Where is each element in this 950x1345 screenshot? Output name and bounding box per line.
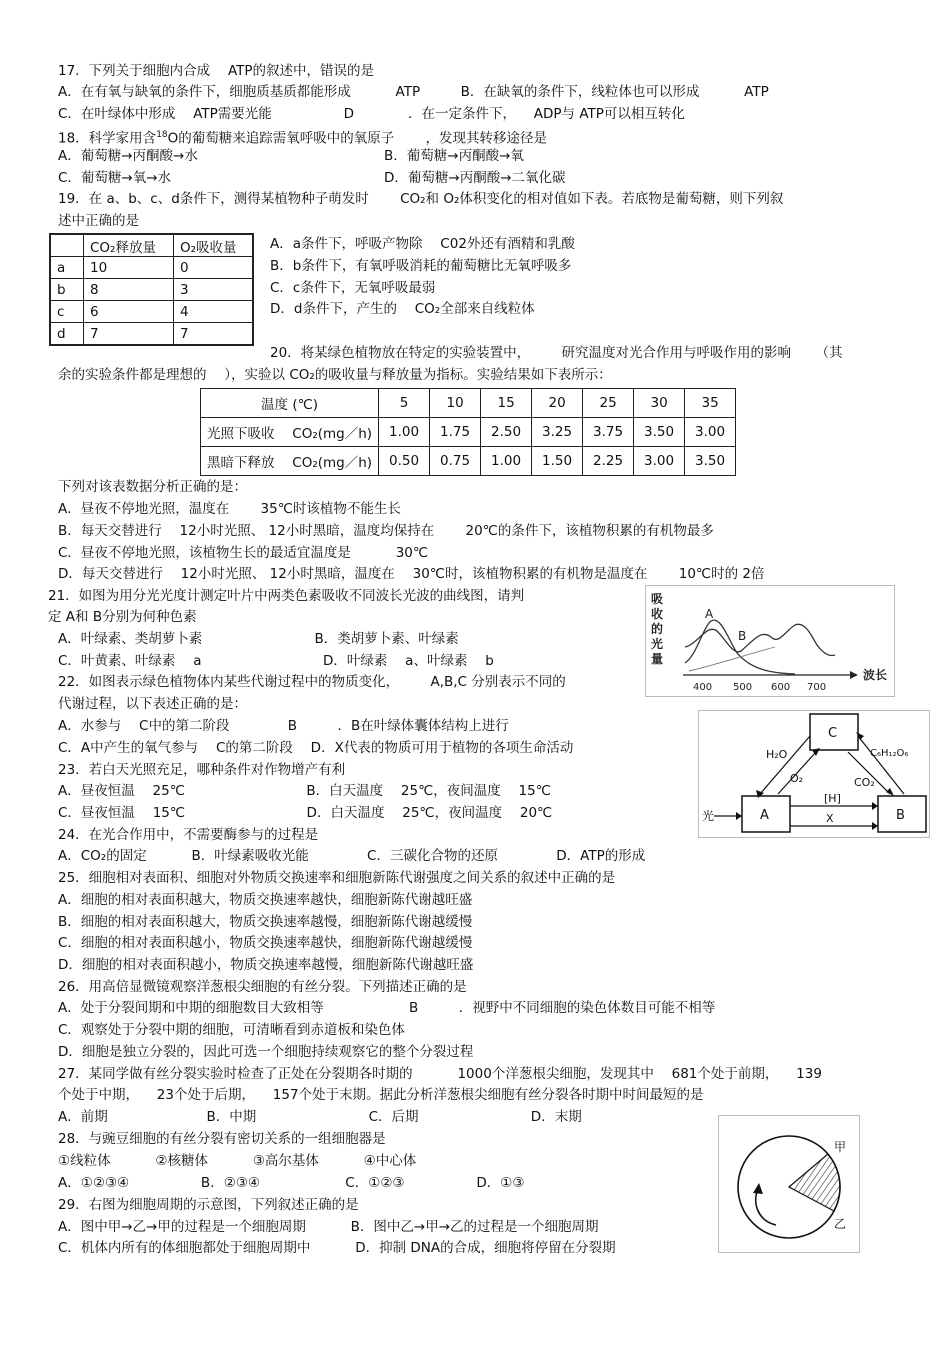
q19-option-a: A．a条件下，呼吸产物除 C02外还有酒精和乳酸 xyxy=(270,236,575,252)
x-tick-label: 700 xyxy=(807,682,827,693)
table-header-cell: 20 xyxy=(532,389,583,418)
x-tick-label: 600 xyxy=(771,682,791,693)
q25-option-d: D．细胞的相对表面积越小，物质交换速率越慢，细胞新陈代谢越旺盛 xyxy=(58,957,474,973)
table-cell: 0 xyxy=(174,257,254,279)
q29-stem: 29．右图为细胞周期的示意图，下列叙述正确的是 xyxy=(58,1197,359,1213)
q25-stem: 25．细胞相对表面积、细胞对外物质交换速率和细胞新陈代谢强度之间关系的叙述中正确的是 xyxy=(58,870,616,886)
table-cell: 7 xyxy=(84,323,174,346)
h2o-label: H₂O xyxy=(766,748,788,761)
x-label: X xyxy=(826,812,834,825)
q26-option-c: C．观察处于分裂中期的细胞，可清晰看到赤道板和染色体 xyxy=(58,1022,405,1038)
table-header-cell: 30 xyxy=(634,389,685,418)
q26-option-d: D．细胞是独立分裂的，因此可选一个细胞持续观察它的整个分裂过程 xyxy=(58,1044,474,1060)
q22-stem-line1: 22．如图表示绿色植物体内某些代谢过程中的物质变化， A,B,C 分别表示不同的 xyxy=(58,674,566,690)
table-cell: 0.50 xyxy=(379,447,430,476)
table-header-row xyxy=(201,389,736,418)
table-header-cell: 10 xyxy=(430,389,481,418)
q19-stem-line1: 19．在 a、b、c、d条件下，测得某植物种子萌发时 CO₂和 O₂体积变化的相对值如下表。若底物是葡萄糖，则下列叙 xyxy=(58,191,784,207)
q28-stem: 28．与豌豆细胞的有丝分裂有密切关系的一组细胞器是 xyxy=(58,1131,386,1147)
table-cell: 8 xyxy=(84,279,174,301)
table-cell: 1.50 xyxy=(532,447,583,476)
light-arrow-icon xyxy=(736,812,742,820)
q19-table xyxy=(49,233,254,346)
q18-option-c: C．葡萄糖→氧→水 xyxy=(58,170,172,186)
y-axis-label-char: 的 xyxy=(651,622,664,636)
q20-option-d: D．每天交替进行 12小时光照、 12小时黑暗，温度在 30℃时，该植物积累的有机物是温度在 10℃时的 2倍 xyxy=(58,566,765,582)
q19-option-d: D．d条件下，产生的 CO₂全部来自线粒体 xyxy=(270,301,535,317)
q20-lead: 下列对该表数据分析正确的是： xyxy=(58,479,247,495)
table-header-cell xyxy=(50,234,84,257)
q17-options-ab: A．在有氧与缺氧的条件下，细胞质基质都能形成 ATP B．在缺氧的条件下，线粒体也可以形成 ATP xyxy=(58,84,769,100)
q20-option-c: C．昼夜不停地光照，该植物生长的最适宜温度是 30℃ xyxy=(58,545,429,561)
y-axis-label-char: 光 xyxy=(651,637,664,651)
q20-stem-line2: 余的实验条件都是理想的 ），实验以 CO₂的吸收量与释放量为指标。实验结果如下表所示： xyxy=(58,367,612,383)
co2-arrow-icon xyxy=(886,788,894,796)
h-label: [H] xyxy=(824,792,841,805)
light-label: 光 xyxy=(702,809,715,823)
glucose-label: C₆H₁₂O₆ xyxy=(870,748,909,759)
table-cell: 0.75 xyxy=(430,447,481,476)
q21-stem-line1: 21．如图为用分光光度计测定叶片中两类色素吸收不同波长光波的曲线图，请判 xyxy=(48,588,525,604)
table-cell: 3.25 xyxy=(532,418,583,447)
table-cell: 3.50 xyxy=(685,447,736,476)
q25-option-c: C．细胞的相对表面积越小，物质交换速率越快，细胞新陈代谢越缓慢 xyxy=(58,935,473,951)
q23-stem: 23．若白天光照充足，哪种条件对作物增产有利 xyxy=(58,762,346,778)
q17-stem: 17．下列关于细胞内合成 ATP的叙述中，错误的是 xyxy=(58,63,375,79)
curve-faint xyxy=(689,647,775,671)
table-row xyxy=(50,323,253,346)
q18-option-a: A．葡萄糖→丙酮酸→水 xyxy=(58,148,198,164)
figure-frame xyxy=(646,586,895,697)
q20-option-b: B．每天交替进行 12小时光照、 12小时黑暗，温度均保持在 20℃的条件下，该植物积累的有机物最多 xyxy=(58,523,714,539)
table-cell: a xyxy=(50,257,84,279)
q20-table xyxy=(200,388,736,476)
x-arrow-icon xyxy=(872,822,878,830)
table-cell: 1.75 xyxy=(430,418,481,447)
q28-options: A．①②③④ B．②③④ C．①②③ D．①③ xyxy=(58,1175,525,1191)
x-axis-label: 波长 xyxy=(863,668,888,682)
table-header-cell: CO₂释放量 xyxy=(84,234,174,257)
q22-options-cd: C．A中产生的氧气参与 C的第二阶段 D．X代表的物质可用于植物的各项生命活动 xyxy=(58,740,574,756)
q18-stem-a: 18．科学家用含 xyxy=(58,130,157,147)
table-cell: b xyxy=(50,279,84,301)
q29-cell-cycle-diagram xyxy=(718,1115,860,1253)
q29-options-cd: C．机体内所有的体细胞都处于细胞周期中 D．抑制 DNA的合成，细胞将停留在分裂期 xyxy=(58,1240,616,1256)
table-cell: 2.50 xyxy=(481,418,532,447)
q23-options-cd: C．昼夜恒温 15℃ D．白天温度 25℃，夜间温度 20℃ xyxy=(58,805,553,821)
q22-options-ab: A．水参与 C中的第二阶段 B ．B在叶绿体囊体结构上进行 xyxy=(58,718,509,734)
table-row xyxy=(50,279,253,301)
o2-label: O₂ xyxy=(790,772,804,785)
table-cell: d xyxy=(50,323,84,346)
q18-stem xyxy=(58,126,547,148)
box-b-label: B xyxy=(896,808,905,823)
q19-stem-line2: 述中正确的是 xyxy=(58,213,139,229)
table-cell: 光照下吸收 CO₂(mg／h) xyxy=(201,418,379,447)
table-row xyxy=(50,301,253,323)
table-cell: 7 xyxy=(174,323,254,346)
q21-options-cd: C．叶黄素、叶绿素 a D．叶绿素 a、叶绿素 b xyxy=(58,653,494,669)
q28-items: ①线粒体 ②核糖体 ③高尔基体 ④中心体 xyxy=(58,1153,417,1169)
table-cell: 3.00 xyxy=(685,418,736,447)
table-cell: 3 xyxy=(174,279,254,301)
table-header-cell: 15 xyxy=(481,389,532,418)
q25-option-b: B．细胞的相对表面积越大，物质交换速率越慢，细胞新陈代谢越缓慢 xyxy=(58,914,473,930)
table-header-cell: 25 xyxy=(583,389,634,418)
q27-stem-line2: 个处于中期， 23个处于后期， 157个处于末期。据此分析洋葱根尖细胞有丝分裂各时期中时间最短的是 xyxy=(58,1087,704,1103)
table-cell: 4 xyxy=(174,301,254,323)
table-cell: 1.00 xyxy=(481,447,532,476)
table-cell: 1.00 xyxy=(379,418,430,447)
q26-stem: 26．用高倍显微镜观察洋葱根尖细胞的有丝分裂。下列描述正确的是 xyxy=(58,979,467,995)
q27-options: A．前期 B．中期 C．后期 D．末期 xyxy=(58,1109,582,1125)
x-tick-label: 500 xyxy=(733,682,753,693)
y-axis-label-char: 收 xyxy=(651,607,664,621)
q21-absorption-graph xyxy=(645,585,895,697)
table-cell: 3.00 xyxy=(634,447,685,476)
q21-options-ab: A．叶绿素、类胡萝卜素 B．类胡萝卜素、叶绿素 xyxy=(58,631,459,647)
q18-option-d: D．葡萄糖→丙酮酸→二氧化碳 xyxy=(384,170,566,186)
box-a-label: A xyxy=(760,808,769,823)
q24-stem: 24．在光合作用中，不需要酶参与的过程是 xyxy=(58,827,319,843)
table-header-row xyxy=(50,234,253,257)
h-arrow-icon xyxy=(872,802,878,810)
table-row xyxy=(201,447,736,476)
q22-metabolism-diagram xyxy=(698,710,930,838)
q19-option-c: C．c条件下，无氧呼吸最弱 xyxy=(270,280,436,296)
label-jia: 甲 xyxy=(834,1140,847,1154)
q18-stem-b: O的葡萄糖来追踪需氧呼吸中的氧原子 ，发现其转移途径是 xyxy=(167,130,548,147)
table-row xyxy=(201,418,736,447)
table-header-cell: 温度 (℃) xyxy=(201,389,379,418)
table-header-cell: 35 xyxy=(685,389,736,418)
table-cell: 3.75 xyxy=(583,418,634,447)
table-header-cell: O₂吸收量 xyxy=(174,234,254,257)
h2o-arrow-line xyxy=(760,736,810,794)
table-cell: 6 xyxy=(84,301,174,323)
q24-options: A．CO₂的固定 B．叶绿素吸收光能 C．三碳化合物的还原 D．ATP的形成 xyxy=(58,848,646,864)
y-axis-label-char: 吸 xyxy=(651,592,664,606)
x-tick-label: 400 xyxy=(693,682,713,693)
q27-stem-line1: 27．某同学做有丝分裂实验时检查了正处在分裂期各时期的 1000个洋葱根尖细胞，发现其中 681个处于前期， 139 xyxy=(58,1066,822,1082)
q25-option-a: A．细胞的相对表面积越大，物质交换速率越快，细胞新陈代谢越旺盛 xyxy=(58,892,473,908)
q17-options-cd: C．在叶绿体中形成 ATP需要光能 D ．在一定条件下， ADP与 ATP可以相互转化 xyxy=(58,106,685,122)
q18-option-b: B．葡萄糖→丙酮酸→氧 xyxy=(384,148,524,164)
table-cell: 黑暗下释放 CO₂(mg／h) xyxy=(201,447,379,476)
q23-options-ab: A．昼夜恒温 25℃ B．白天温度 25℃，夜间温度 15℃ xyxy=(58,783,551,799)
co2-label: CO₂ xyxy=(854,776,875,789)
q26-options-ab: A．处于分裂间期和中期的细胞数目大致相等 B ．视野中不同细胞的染色体数目可能不相等 xyxy=(58,1000,716,1016)
q21-stem-line2: 定 A和 B分别为何种色素 xyxy=(48,609,197,625)
table-cell: 2.25 xyxy=(583,447,634,476)
curve-b-label: B xyxy=(738,629,747,643)
curve-a-label: A xyxy=(705,607,714,621)
label-yi: 乙 xyxy=(834,1217,847,1231)
q19-option-b: B．b条件下，有氧呼吸消耗的葡萄糖比无氧呼吸多 xyxy=(270,258,572,274)
y-axis-label-char: 量 xyxy=(651,652,664,666)
q22-stem-line2: 代谢过程，以下表述正确的是： xyxy=(58,696,247,712)
table-header-cell: 5 xyxy=(379,389,430,418)
table-cell: 3.50 xyxy=(634,418,685,447)
q20-stem-line1: 20．将某绿色植物放在特定的实验装置中， 研究温度对光合作用与呼吸作用的影响 （其 xyxy=(270,345,843,361)
table-cell: c xyxy=(50,301,84,323)
q29-options-ab: A．图中甲→乙→甲的过程是一个细胞周期 B．图中乙→甲→乙的过程是一个细胞周期 xyxy=(58,1219,599,1235)
q18-superscript: 18 xyxy=(156,130,168,140)
x-axis-arrow-icon xyxy=(850,671,858,679)
q20-option-a: A．昼夜不停地光照，温度在 35℃时该植物不能生长 xyxy=(58,501,401,517)
box-c-label: C xyxy=(828,726,838,741)
table-row xyxy=(50,257,253,279)
table-cell: 10 xyxy=(84,257,174,279)
